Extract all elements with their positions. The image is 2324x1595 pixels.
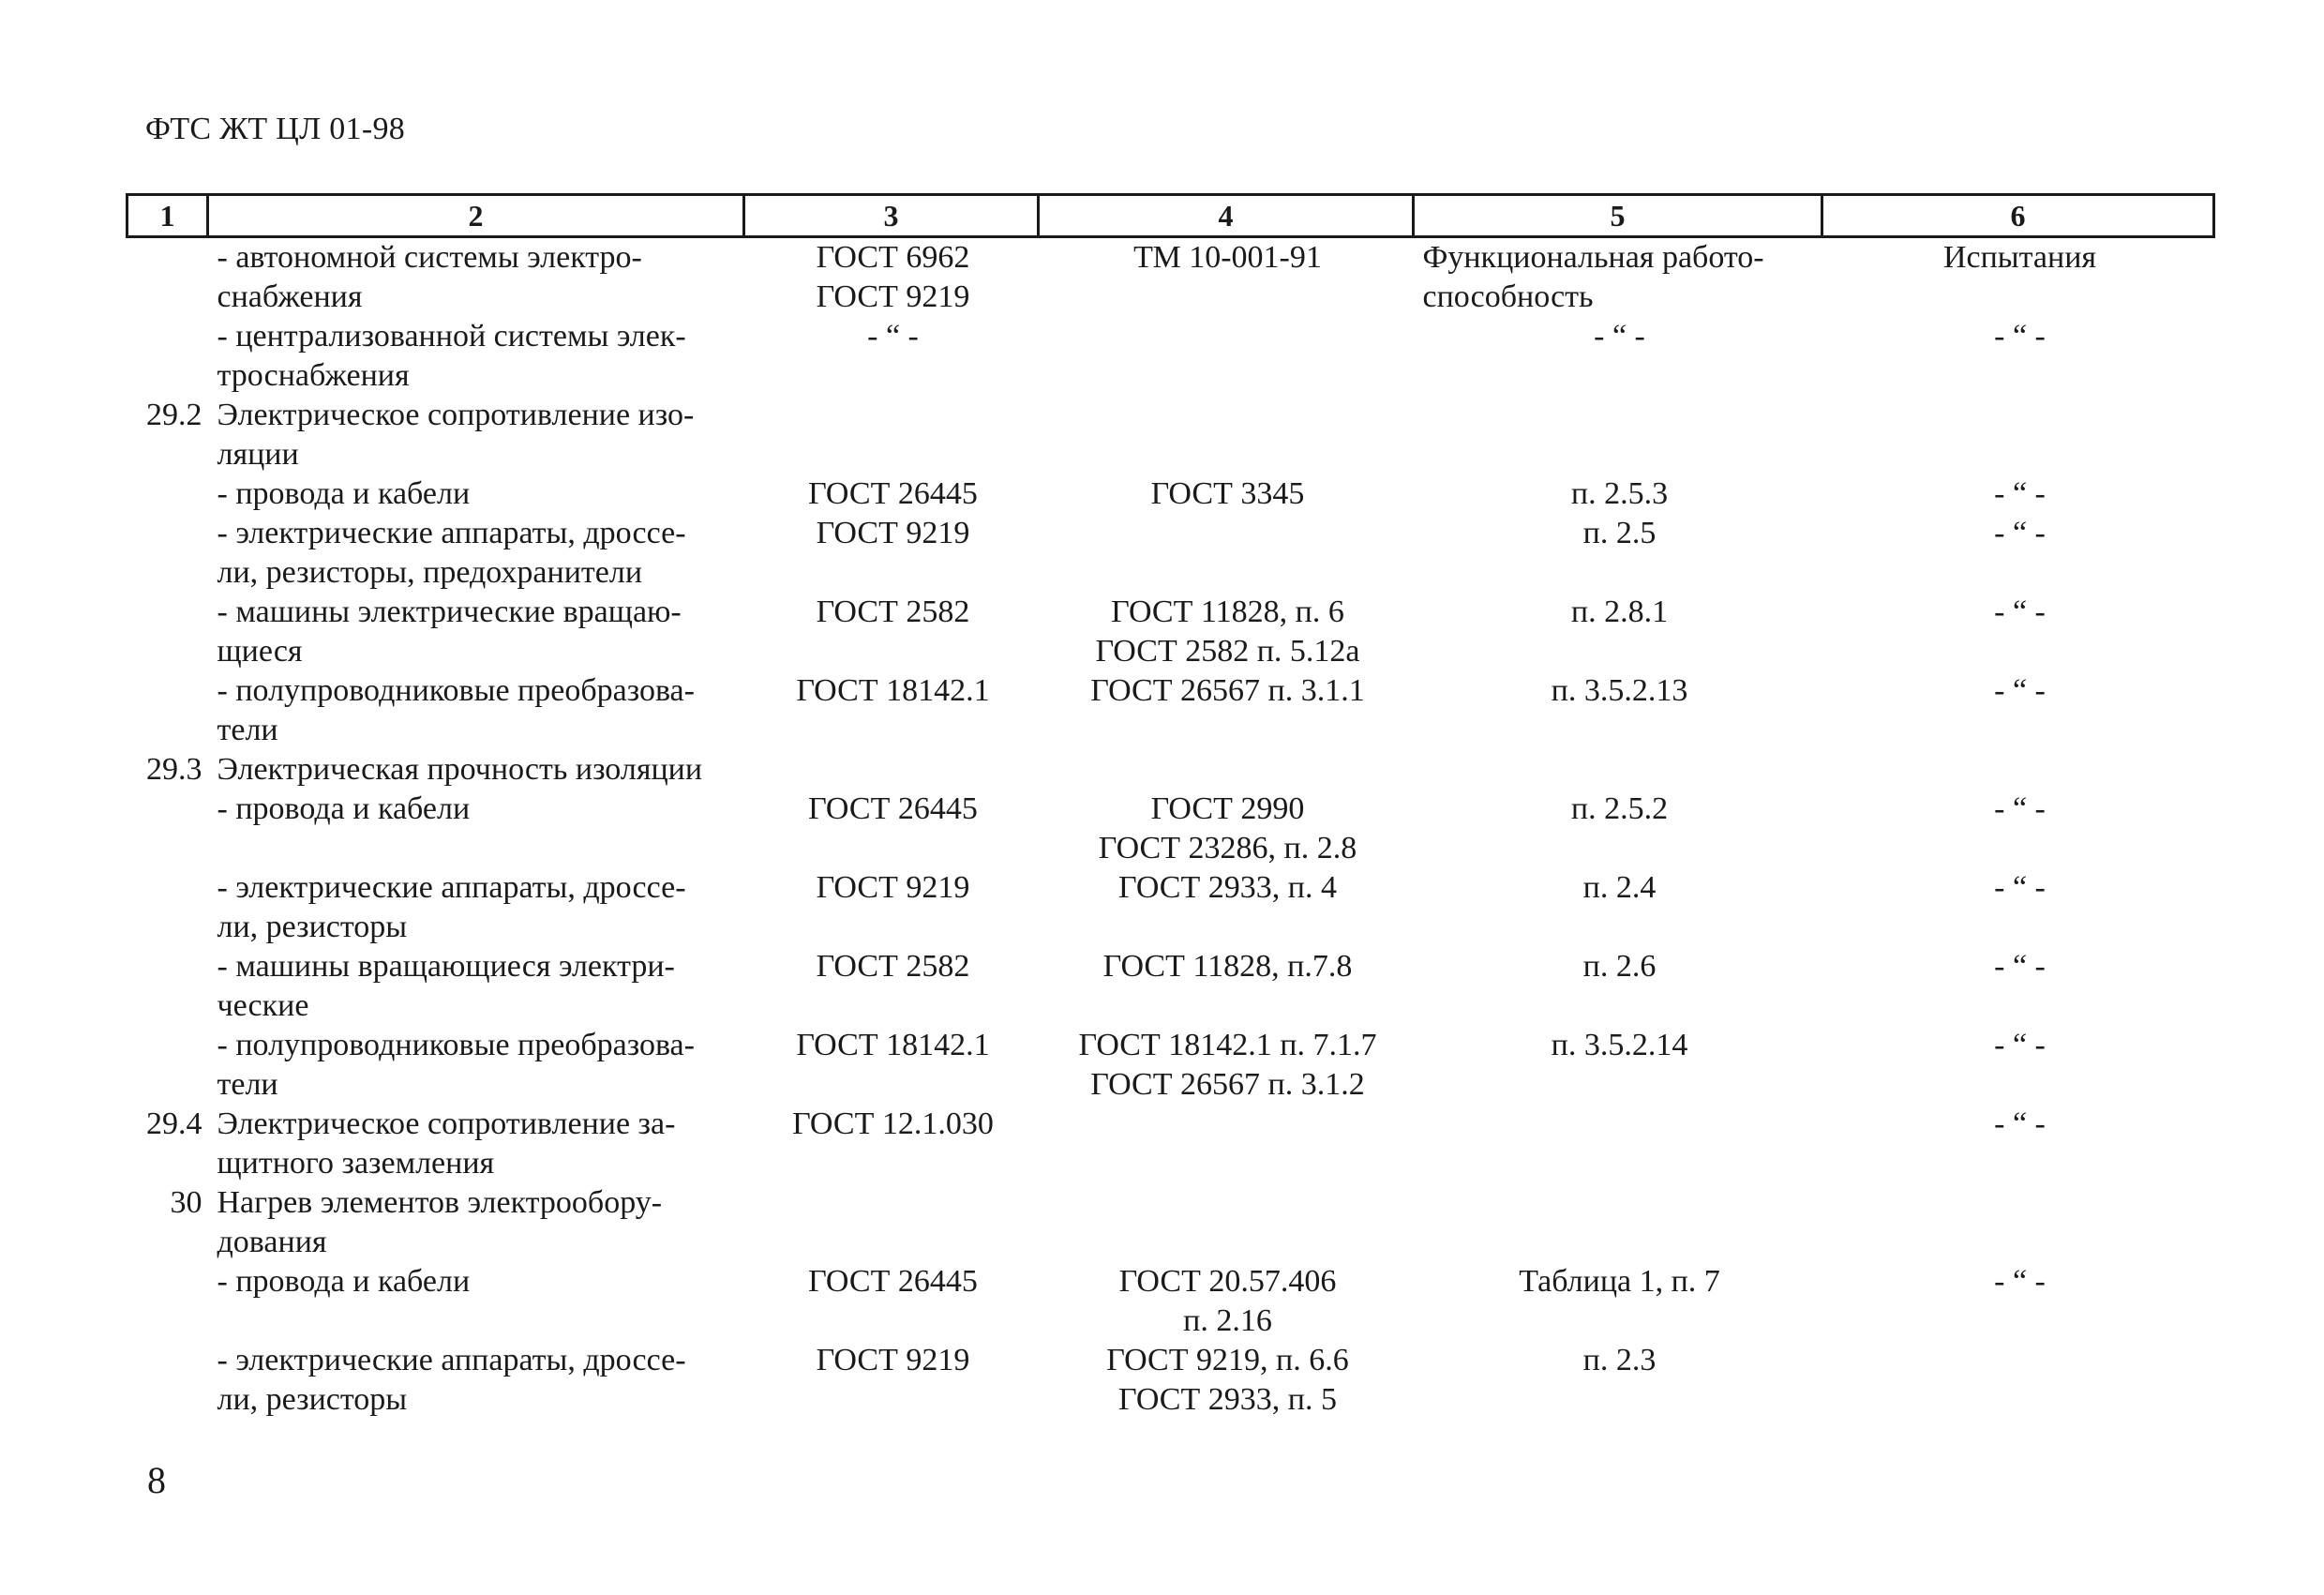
table-row (127, 947, 2214, 1026)
row-number: 29.3 (146, 752, 202, 787)
table-row (127, 671, 2214, 750)
row-standard: ГОСТ 26445 (808, 1264, 978, 1299)
row-standard: ГОСТ 9219 (816, 516, 970, 550)
row-number (127, 237, 208, 318)
table-header-row (127, 195, 2214, 237)
row-test-method: ГОСТ 3345 (1150, 476, 1305, 511)
row-test-method: ГОСТ 26567 п. 3.1.1 (1090, 673, 1365, 708)
row-description: - полупроводниковые преобразова- тели (217, 673, 695, 747)
row-description: - электрические аппараты, дроссе- ли, резисторы (217, 870, 686, 944)
row-test-method (1039, 1183, 1414, 1262)
table-row (127, 868, 2214, 947)
table-row (127, 237, 2214, 318)
column-header: 1 (127, 195, 208, 237)
row-standard (744, 396, 1039, 474)
row-number (127, 593, 208, 671)
row-control-type: - “ - (1994, 949, 2046, 984)
table-row (127, 396, 2214, 474)
row-control-type: - “ - (1994, 516, 2046, 550)
row-test-method (1039, 1105, 1414, 1183)
row-number (127, 1026, 208, 1105)
row-number (127, 514, 208, 593)
row-control-type: - “ - (1994, 870, 2046, 905)
row-description: Нагрев элементов электрообору- дования (217, 1185, 663, 1259)
row-standard: ГОСТ 9219 (816, 1343, 970, 1377)
row-requirement (1414, 396, 1822, 474)
row-test-method: ТМ 10-001-91 (1133, 240, 1322, 275)
table-row (127, 317, 2214, 396)
row-standard (744, 1183, 1039, 1262)
row-description: - электрические аппараты, дроссе- ли, резисторы, предохранители (217, 516, 686, 590)
table-row (127, 790, 2214, 868)
table-row (127, 474, 2214, 514)
column-header: 5 (1414, 195, 1822, 237)
table-row (127, 514, 2214, 593)
row-requirement: п. 2.5.3 (1570, 476, 1669, 511)
row-description: - централизованной системы элек- троснабжения (217, 319, 686, 393)
table-row (127, 1026, 2214, 1105)
row-standard: ГОСТ 18142.1 (796, 1028, 990, 1062)
row-description: Электрическая прочность изоляции (217, 752, 703, 787)
row-requirement (1414, 750, 1822, 790)
row-standard: ГОСТ 12.1.030 (792, 1106, 994, 1141)
table-row (127, 1183, 2214, 1262)
table-row (127, 1105, 2214, 1183)
row-description: Электрическое сопротивление за- щитного заземления (217, 1106, 676, 1181)
row-control-type: - “ - (1994, 1028, 2046, 1062)
row-control-type (1822, 1341, 2214, 1420)
row-test-method: ГОСТ 11828, п.7.8 (1102, 949, 1353, 984)
row-description: - машины электрические вращаю- щиеся (217, 594, 682, 669)
row-requirement: п. 2.6 (1582, 949, 1657, 984)
row-description: - автономной системы электро- снабжения (217, 240, 642, 314)
row-test-method: ГОСТ 11828, п. 6 ГОСТ 2582 п. 5.12а (1095, 594, 1360, 669)
table-body (127, 237, 2214, 1421)
row-control-type: - “ - (1994, 594, 2046, 629)
row-number (127, 317, 208, 396)
row-number (127, 790, 208, 868)
column-header: 2 (208, 195, 744, 237)
row-requirement: п. 2.5 (1582, 516, 1657, 550)
table-row (127, 1341, 2214, 1420)
page-number: 8 (147, 1459, 166, 1501)
row-control-type: - “ - (1994, 1106, 2046, 1141)
row-test-method: ГОСТ 2933, п. 4 (1118, 870, 1337, 905)
row-requirement: п. 2.3 (1582, 1343, 1657, 1377)
row-number (127, 474, 208, 514)
row-standard (744, 750, 1039, 790)
row-requirement (1414, 1183, 1822, 1262)
row-test-method: ГОСТ 9219, п. 6.6 ГОСТ 2933, п. 5 (1106, 1343, 1349, 1417)
row-test-method: ГОСТ 18142.1 п. 7.1.7 ГОСТ 26567 п. 3.1.2 (1078, 1028, 1377, 1102)
row-standard: ГОСТ 9219 (816, 870, 970, 905)
row-description: - провода и кабели (217, 1264, 471, 1299)
row-description: - провода и кабели (217, 791, 471, 826)
row-control-type: - “ - (1994, 319, 2046, 354)
row-test-method (1039, 317, 1414, 396)
table-row (127, 750, 2214, 790)
row-number (127, 1262, 208, 1341)
row-requirement: п. 2.5.2 (1570, 791, 1669, 826)
document-code: ФТС ЖТ ЦЛ 01-98 (145, 112, 406, 146)
row-number (127, 671, 208, 750)
row-number: 29.4 (146, 1106, 202, 1141)
row-test-method (1039, 514, 1414, 593)
column-header: 3 (744, 195, 1039, 237)
row-standard: ГОСТ 6962 ГОСТ 9219 (816, 240, 970, 314)
row-number: 30 (170, 1185, 202, 1220)
row-description: Электрическое сопротивление изо- ляции (217, 398, 695, 472)
row-requirement: Функциональная работо- способность (1422, 240, 1764, 314)
row-requirement: п. 2.8.1 (1570, 594, 1669, 629)
row-standard: ГОСТ 2582 (816, 949, 970, 984)
column-header: 6 (1822, 195, 2214, 237)
row-requirement (1414, 1105, 1822, 1183)
row-control-type: - “ - (1994, 476, 2046, 511)
row-standard: ГОСТ 26445 (808, 476, 978, 511)
row-test-method (1039, 750, 1414, 790)
row-control-type: - “ - (1994, 1264, 2046, 1299)
table-row (127, 1262, 2214, 1341)
row-requirement: п. 2.4 (1582, 870, 1657, 905)
row-number (127, 947, 208, 1026)
row-requirement: - “ - (1594, 319, 1645, 354)
row-standard: ГОСТ 26445 (808, 791, 978, 826)
row-requirement: п. 3.5.2.13 (1551, 673, 1688, 708)
row-control-type: - “ - (1994, 791, 2046, 826)
row-control-type: - “ - (1994, 673, 2046, 708)
row-test-method (1039, 396, 1414, 474)
row-standard: - “ - (867, 319, 919, 354)
row-control-type (1822, 396, 2214, 474)
row-description: - машины вращающиеся электри- ческие (217, 949, 675, 1023)
row-test-method: ГОСТ 2990 ГОСТ 23286, п. 2.8 (1098, 791, 1357, 865)
row-description: - провода и кабели (217, 476, 471, 511)
row-number (127, 868, 208, 947)
row-requirement: п. 3.5.2.14 (1551, 1028, 1688, 1062)
row-description: - полупроводниковые преобразова- тели (217, 1028, 695, 1102)
row-requirement: Таблица 1, п. 7 (1519, 1264, 1720, 1299)
row-control-type (1822, 1183, 2214, 1262)
row-description: - электрические аппараты, дроссе- ли, резисторы (217, 1343, 686, 1417)
row-control-type: Испытания (1942, 240, 2097, 275)
row-standard: ГОСТ 2582 (816, 594, 970, 629)
row-number: 29.2 (146, 398, 202, 432)
row-control-type (1822, 750, 2214, 790)
row-test-method: ГОСТ 20.57.406 п. 2.16 (1118, 1264, 1337, 1338)
requirements-table (126, 193, 2215, 1420)
column-header: 4 (1039, 195, 1414, 237)
row-number (127, 1341, 208, 1420)
table-row (127, 593, 2214, 671)
row-standard: ГОСТ 18142.1 (796, 673, 990, 708)
